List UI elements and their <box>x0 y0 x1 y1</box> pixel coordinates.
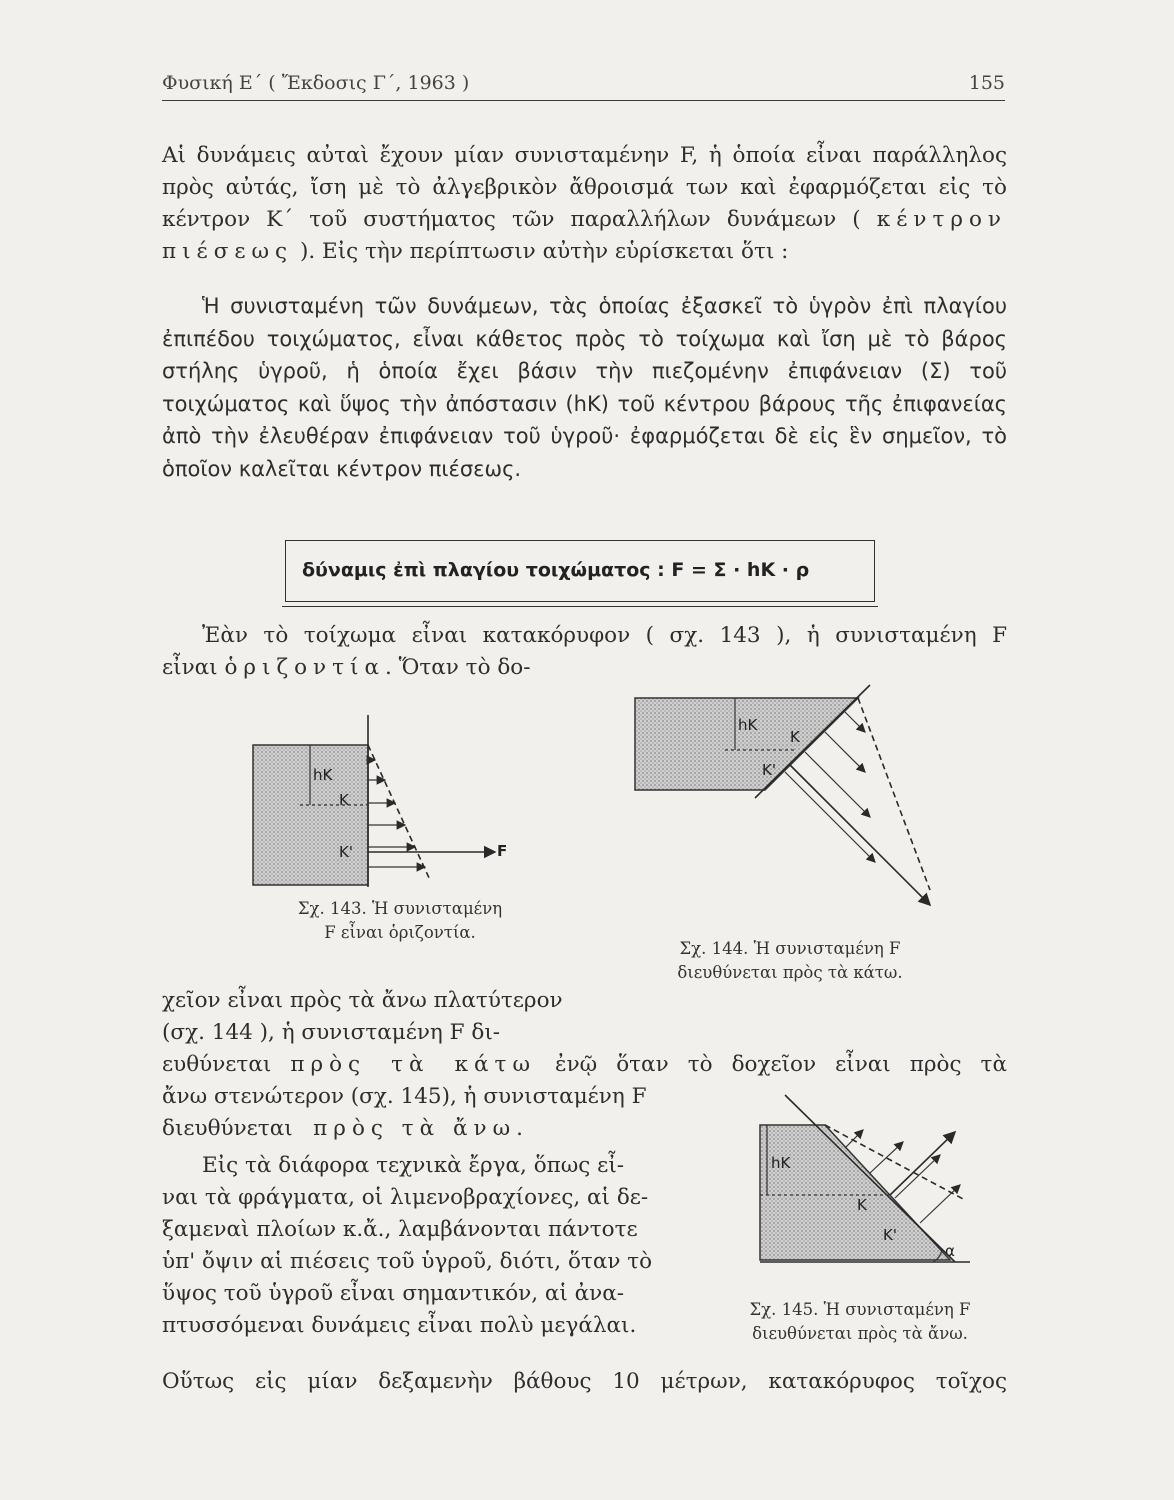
fig145-arrow-4 <box>920 1185 960 1223</box>
fig144-triangle-hyp <box>858 698 930 890</box>
law-statement-text: Ἡ συνισταμένη τῶν δυνάμεων, τὰς ὁποίας ἐξασκεῖ τὸ ὑγρὸν ἐπὶ πλαγίου ἐπιπέδου τοιχώματος, εἶναι κάθετος πρὸς τὸ τοίχωμα καὶ ἴση μὲ τὸ βάρος στήλης ὑγροῦ, ἡ ὁποία ἔχει βάσιν τὴν πιεζομένην ἐπιφάνειαν (Σ) τοῦ τοιχώματος καὶ ὕψος τὴν ἀπόστασιν (hK) τοῦ κέντρου βάρους τῆς ἐπιφανείας ἀπὸ τὴν ἐλευθέραν ἐπιφάνειαν τοῦ ὑγροῦ· ἐφαρμόζεται δὲ εἰς ἓν σημεῖον, τὸ ὁποῖον καλεῖται κέντρον πιέσεως. <box>162 294 1007 481</box>
fig145-caption <box>710 1298 1010 1346</box>
paragraph-4-line4: ἄνω στενώτερον (σχ. 145), ἡ συνισταμένη F <box>162 1084 647 1109</box>
paragraph-1 <box>162 140 1007 268</box>
fig145-caption-line1: Σχ. 145. Ἡ συνισταμένη F <box>749 1300 971 1319</box>
fig143-caption-line2: F εἶναι ὁριζοντία. <box>324 923 476 942</box>
paragraph-3-line2-end: . Ὅταν τὸ δο- <box>384 655 531 680</box>
term-orizontia: ὁριζοντία <box>224 655 385 680</box>
paragraph-5 <box>162 1150 690 1342</box>
fig145-liquid <box>760 1125 950 1260</box>
paragraph-1-end: ). Εἰς τὴν περίπτωσιν αὐτὴν εὑρίσκεται ὅτι : <box>299 239 789 264</box>
fig143-label-f: F <box>497 842 508 860</box>
fig145-label-h: hK <box>771 1154 791 1172</box>
law-statement <box>162 290 1007 485</box>
paragraph-5-last-line-text: Οὕτως εἰς μίαν δεξαμενὴν βάθους 10 μέτρων, κατακόρυφος τοῖχος <box>162 1369 1007 1394</box>
paragraph-5-line2: ναι τὰ φράγματα, οἱ λιμενοβραχίονες, αἱ δε- <box>162 1185 649 1210</box>
paragraph-3-line1: Ἐὰν τὸ τοίχωμα εἶναι κατακόρυφον ( σχ. 143 ), ἡ συνισταμένη F <box>202 623 1007 648</box>
fig145-label-k2: K' <box>883 1226 897 1244</box>
fig143-label-k: K <box>339 791 349 809</box>
term-kentron-pieseos: κέντρον πιέσεως <box>162 207 1007 264</box>
paragraph-4-line3-start: ευθύνεται <box>162 1052 272 1077</box>
fig143-label-h: hK <box>313 766 333 784</box>
paragraph-5-line6: πτυσσόμεναι δυνάμεις εἶναι πολὺ μεγάλαι. <box>162 1313 637 1338</box>
fig143-triangle-hyp <box>368 745 430 880</box>
paragraph-4-line3-end: ἐνῷ ὅταν τὸ δοχεῖον εἶναι πρὸς τὰ <box>555 1052 1007 1077</box>
paragraph-4-line3 <box>162 1049 1007 1081</box>
fig145-resultant-arrow <box>890 1132 955 1195</box>
paragraph-4-line1: χεῖον εἶναι πρὸς τὰ ἄνω πλατύτερον <box>162 988 563 1013</box>
fig144-label-k: K <box>790 728 800 746</box>
formula-text: δύναμις ἐπὶ πλαγίου τοιχώματος : F = Σ · hK · ρ <box>302 559 810 581</box>
running-title: Φυσική Ε΄ ( Ἔκδοσις Γ΄, 1963 ) <box>162 72 470 94</box>
figure-145 <box>745 1090 985 1270</box>
fig144-caption <box>640 937 940 985</box>
paragraph-3-line2-start: εἶναι <box>162 655 218 680</box>
fig143-caption-line1: Σχ. 143. Ἡ συνισταμένη <box>297 899 503 918</box>
paragraph-5-line5: ὕψος τοῦ ὑγροῦ εἶναι σημαντικόν, αἱ ἀνα- <box>162 1281 625 1306</box>
fig143-caption <box>255 897 545 945</box>
fig145-label-k: K <box>857 1196 867 1214</box>
formula-box <box>285 540 875 602</box>
term-pros-ta-ano: πρὸς τὰ ἄνω. <box>313 1116 529 1141</box>
fig144-arrow-3 <box>805 752 870 817</box>
paragraph-3 <box>162 620 1007 684</box>
fig144-label-h: hK <box>738 716 758 734</box>
page-number: 155 <box>968 72 1005 94</box>
fig144-arrow-4 <box>785 772 875 862</box>
page-header <box>162 70 1005 101</box>
fig144-arrow-1 <box>845 712 865 732</box>
paragraph-1-text: Αἱ δυνάμεις αὐταὶ ἔχουν μίαν συνισταμένην F, ἡ ὁποία εἶναι παράλληλος πρὸς αὐτάς, ἴση μὲ τὸ ἀλγεβρικὸν ἄθροισμά των καὶ ἐφαρμόζεται εἰς τὸ κέντρον Κ΄ τοῦ συστήματος τῶν παραλλήλων δυνάμεων ( <box>162 143 1007 232</box>
paragraph-4-line5-start: διευθύνεται <box>162 1116 293 1141</box>
paragraph-5-line3: ξαμεναὶ πλοίων κ.ἄ., λαμβάνονται πάντοτε <box>162 1217 638 1242</box>
fig143-label-k2: K' <box>339 843 353 861</box>
fig145-arrow-1 <box>845 1130 863 1148</box>
fig144-label-k2: K' <box>762 761 776 779</box>
figure-144 <box>630 680 950 920</box>
fig145-arrow-2 <box>870 1142 903 1173</box>
fig144-caption-line2: διευθύνεται πρὸς τὰ κάτω. <box>677 963 903 982</box>
paragraph-5-line1: Εἰς τὰ διάφορα τεχνικὰ ἔργα, ὅπως εἶ- <box>202 1153 625 1178</box>
fig145-label-a: α <box>945 1242 955 1260</box>
fig145-caption-line2: διευθύνεται πρὸς τὰ ἄνω. <box>752 1324 968 1343</box>
paragraph-4-line2: (σχ. 144 ), ἡ συνισταμένη F δι- <box>162 1020 501 1045</box>
paragraph-5-last-line <box>162 1366 1007 1398</box>
fig144-resultant-arrow <box>790 765 930 905</box>
fig144-arrow-2 <box>825 732 865 772</box>
fig144-liquid <box>635 698 858 790</box>
fig145-arrow-3 <box>895 1155 940 1198</box>
figure-143 <box>245 715 525 895</box>
fig144-caption-line1: Σχ. 144. Ἡ συνισταμένη F <box>679 939 901 958</box>
paragraph-5-line4: ὑπ' ὄψιν αἱ πιέσεις τοῦ ὑγροῦ, διότι, ὅταν τὸ <box>162 1249 653 1274</box>
term-pros-ta-kato: πρὸς τὰ κάτω <box>290 1052 536 1077</box>
